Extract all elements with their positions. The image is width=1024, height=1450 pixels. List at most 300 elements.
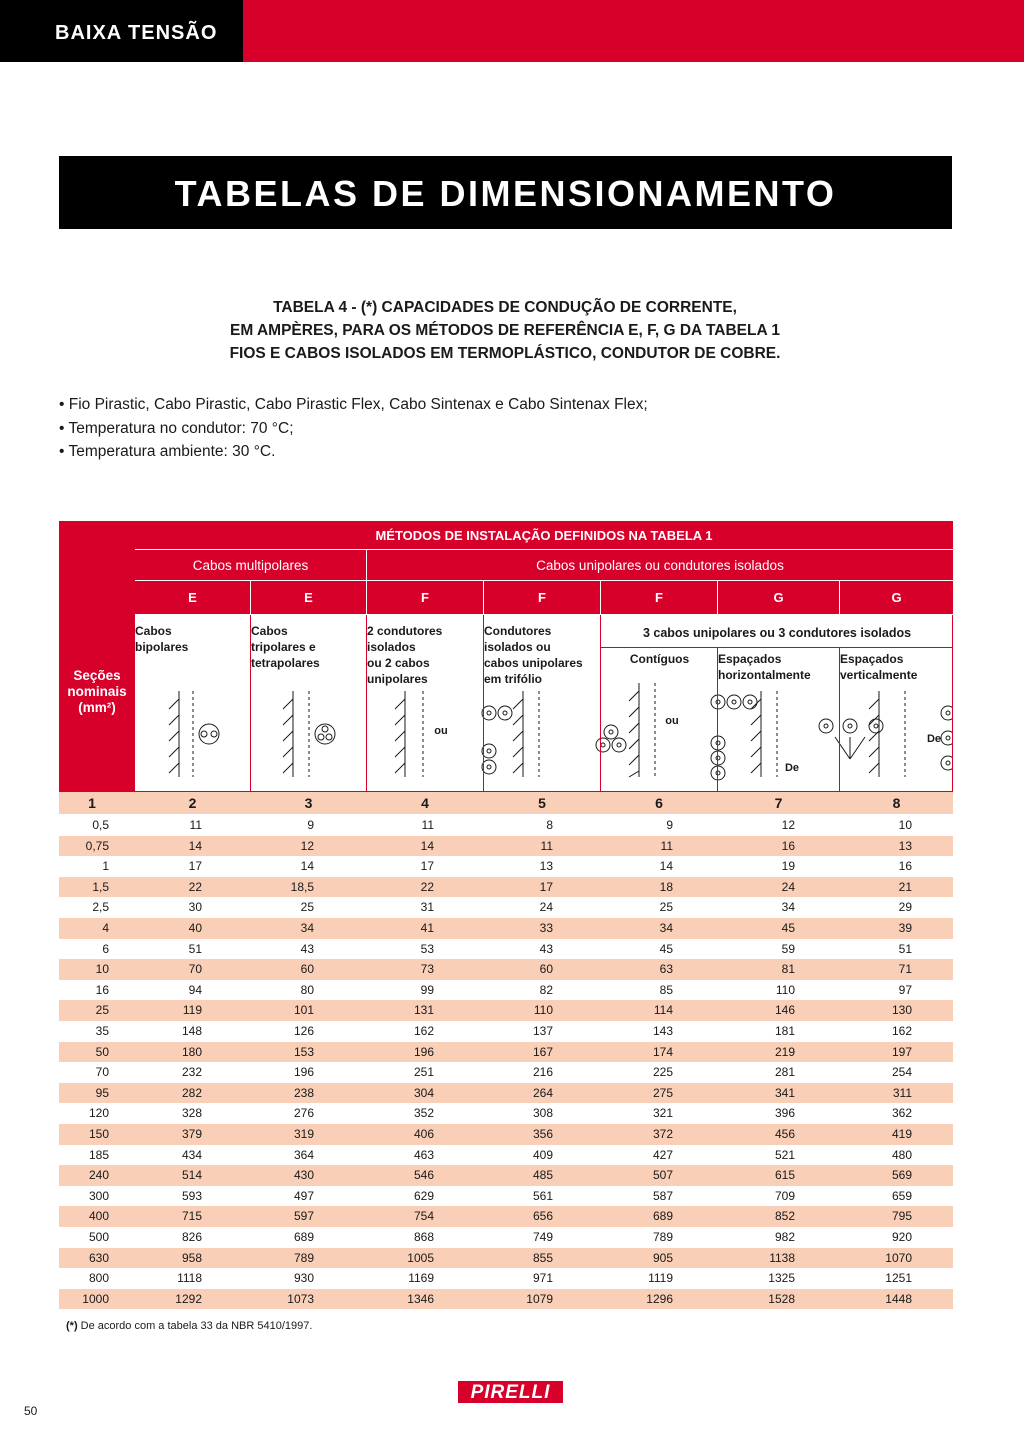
capacity-cell: 364 <box>293 1147 314 1162</box>
capacity-cell: 311 <box>892 1085 912 1100</box>
capacity-cell: 328 <box>181 1106 202 1121</box>
grid-line <box>952 615 953 792</box>
capacity-cell: 17 <box>539 879 553 894</box>
capacity-cell: 319 <box>293 1127 314 1141</box>
capacity-cell: 25 <box>300 900 314 915</box>
section-cell: 300 <box>88 1188 109 1203</box>
bullet-item: • Temperatura ambiente: 30 °C. <box>59 443 276 460</box>
capacity-cell: 110 <box>533 1003 553 1018</box>
capacity-cell: 119 <box>182 1003 202 1018</box>
footnote-mark: (*) <box>66 1320 78 1332</box>
capacity-cell: 659 <box>891 1188 912 1203</box>
capacity-cell: 146 <box>774 1003 795 1018</box>
capacity-cell: 17 <box>420 859 434 874</box>
section-cell: 35 <box>95 1024 109 1038</box>
wall-hatch-icon <box>395 691 423 777</box>
capacity-cell: 1070 <box>885 1250 912 1265</box>
bullet-list <box>59 393 648 464</box>
capacity-cell: 409 <box>532 1147 553 1162</box>
capacity-cell: 16 <box>781 838 795 853</box>
capacity-cell: 276 <box>293 1106 314 1121</box>
desc-line: Cabos <box>251 624 288 638</box>
grid-line <box>717 647 718 792</box>
tripolar-cable-icon <box>315 724 335 744</box>
ou-label: ou <box>665 715 679 727</box>
capacity-cell: 656 <box>532 1209 553 1224</box>
desc-line: Espaçados <box>840 652 904 666</box>
de-label: De <box>926 733 942 745</box>
capacity-cell: 254 <box>891 1065 912 1080</box>
method-letter: F <box>484 581 600 614</box>
section-header <box>59 521 135 792</box>
capacity-cell: 480 <box>891 1147 912 1162</box>
column-number: 5 <box>538 795 546 811</box>
section-cell: 70 <box>95 1065 109 1080</box>
section-cell: 2,5 <box>92 900 109 915</box>
capacity-cell: 497 <box>293 1188 314 1203</box>
capacity-cell: 868 <box>413 1230 434 1244</box>
table-row <box>59 959 953 980</box>
capacity-cell: 14 <box>188 838 202 853</box>
capacity-cell: 63 <box>659 962 673 977</box>
bullet-item: • Fio Pirastic, Cabo Pirastic, Cabo Pirastic Flex, Cabo Sintenax e Cabo Sintenax Flex; <box>59 396 648 413</box>
table-row <box>59 939 953 960</box>
capacity-cell: 82 <box>539 982 553 997</box>
table-row <box>59 1124 953 1145</box>
capacity-cell: 569 <box>891 1168 912 1183</box>
table-row <box>59 856 953 877</box>
desc-line: Condutores <box>484 624 552 638</box>
method-letter: G <box>718 581 839 614</box>
capacity-cell: 789 <box>652 1230 673 1244</box>
capacity-cell: 308 <box>532 1106 553 1121</box>
desc-horizontal <box>718 649 840 683</box>
capacity-cell: 587 <box>652 1188 673 1203</box>
capacity-cell: 546 <box>413 1168 434 1183</box>
table-row <box>59 980 953 1001</box>
table-row <box>59 836 953 857</box>
capacity-cell: 148 <box>181 1024 202 1038</box>
capacity-table <box>59 521 953 1310</box>
table-title-line: FIOS E CABOS ISOLADOS EM TERMOPLÁSTICO, CONDUTOR DE COBRE. <box>229 345 781 362</box>
column-number: 1 <box>88 795 96 811</box>
section-cell: 150 <box>88 1127 109 1141</box>
capacity-cell: 94 <box>188 982 202 997</box>
capacity-cell: 1325 <box>768 1271 795 1286</box>
wall-hatch-icon <box>869 691 905 777</box>
table-row <box>59 1021 953 1042</box>
capacity-cell: 11 <box>421 818 434 832</box>
desc-line: unipolares <box>367 672 428 686</box>
capacity-cell: 958 <box>181 1250 202 1265</box>
desc-line: horizontalmente <box>718 668 811 682</box>
capacity-cell: 1251 <box>885 1271 912 1286</box>
de-label: De <box>784 762 800 774</box>
grid-line <box>250 615 251 792</box>
capacity-cell: 197 <box>891 1044 912 1059</box>
grid-line <box>600 647 953 648</box>
capacity-cell: 18 <box>659 879 673 894</box>
capacity-cell: 920 <box>891 1230 912 1244</box>
capacity-cell: 219 <box>774 1044 795 1059</box>
capacity-cell: 34 <box>781 900 795 915</box>
capacity-cell: 13 <box>898 838 912 853</box>
capacity-cell: 321 <box>652 1106 673 1121</box>
section-cell: 1000 <box>82 1291 109 1306</box>
bipolar-cable-icon <box>199 724 219 744</box>
capacity-cell: 1138 <box>769 1250 795 1265</box>
capacity-cell: 43 <box>539 941 553 956</box>
capacity-cell: 13 <box>539 859 553 874</box>
capacity-cell: 715 <box>181 1209 202 1224</box>
capacity-cell: 53 <box>420 941 434 956</box>
method-letter: G <box>840 581 953 614</box>
table-row <box>59 877 953 898</box>
desc-line: Cabos <box>135 624 172 638</box>
column-number: 7 <box>774 795 783 811</box>
column-number: 8 <box>892 795 901 811</box>
capacity-cell: 1448 <box>885 1291 912 1306</box>
capacity-cell: 196 <box>413 1044 434 1059</box>
capacity-cell: 593 <box>181 1188 202 1203</box>
section-cell: 185 <box>88 1147 109 1162</box>
capacity-cell: 427 <box>652 1147 673 1162</box>
method-letter: F <box>601 581 717 614</box>
section-cell: 16 <box>95 982 109 997</box>
desc-contiguos: Contíguos <box>629 652 690 666</box>
capacity-cell: 1169 <box>408 1271 434 1286</box>
section-cell: 95 <box>95 1085 109 1100</box>
capacity-cell: 45 <box>781 921 795 935</box>
table-title-line: EM AMPÈRES, PARA OS MÉTODOS DE REFERÊNCIA E, F, G DA TABELA 1 <box>229 322 780 339</box>
capacity-cell: 45 <box>659 941 673 956</box>
top-bar <box>0 0 1024 62</box>
capacity-cell: 855 <box>532 1250 553 1265</box>
desc-2-condutores <box>367 621 484 687</box>
grid-line <box>483 615 484 792</box>
capacity-cell: 81 <box>781 962 795 977</box>
desc-line: tripolares e <box>251 640 316 654</box>
capacity-cell: 232 <box>181 1065 202 1080</box>
desc-line: cabos unipolares <box>484 656 583 670</box>
desc-line: isolados <box>367 640 416 654</box>
capacity-cell: 126 <box>293 1024 314 1038</box>
capacity-cell: 463 <box>413 1147 434 1162</box>
capacity-cell: 11 <box>540 838 553 853</box>
section-cell: 0,5 <box>92 818 109 832</box>
table-row <box>59 1042 953 1063</box>
desc-3-cabos: 3 cabos unipolares ou 3 condutores isolados <box>642 626 912 640</box>
section-cell: 800 <box>88 1271 109 1286</box>
section-cell: 6 <box>102 941 109 956</box>
capacity-cell: 14 <box>300 859 314 874</box>
table-row <box>59 1186 953 1207</box>
capacity-cell: 275 <box>652 1085 673 1100</box>
capacity-cell: 137 <box>532 1024 553 1038</box>
capacity-cell: 167 <box>532 1044 553 1059</box>
capacity-cell: 11 <box>189 818 202 832</box>
capacity-cell: 33 <box>539 921 553 935</box>
capacity-cell: 51 <box>898 941 912 956</box>
capacity-cell: 356 <box>532 1127 553 1141</box>
capacity-cell: 19 <box>781 859 795 874</box>
capacity-cell: 101 <box>293 1003 314 1018</box>
capacity-cell: 1073 <box>287 1291 314 1306</box>
section-cell: 1 <box>102 859 109 874</box>
column-number: 4 <box>421 795 429 811</box>
capacity-cell: 251 <box>413 1065 434 1080</box>
table-row <box>59 897 953 918</box>
wall-hatch-icon <box>169 691 193 777</box>
table-row <box>59 1103 953 1124</box>
capacity-cell: 689 <box>293 1230 314 1244</box>
capacity-cell: 85 <box>659 982 673 997</box>
section-cell: 25 <box>95 1003 109 1018</box>
capacity-cell: 80 <box>300 982 314 997</box>
capacity-cell: 507 <box>652 1168 673 1183</box>
column-number: 3 <box>304 795 313 811</box>
capacity-cell: 43 <box>300 941 314 956</box>
capacity-cell: 18,5 <box>290 879 314 894</box>
capacity-cell: 73 <box>420 962 434 977</box>
section-label: BAIXA TENSÃO <box>0 0 243 62</box>
section-header-line: Seções <box>73 667 121 683</box>
capacity-cell: 282 <box>181 1085 202 1100</box>
method-letter: E <box>135 581 250 614</box>
capacity-cell: 22 <box>420 879 434 894</box>
capacity-cell: 181 <box>774 1024 795 1038</box>
capacity-cell: 372 <box>652 1127 673 1141</box>
capacity-cell: 419 <box>891 1127 912 1141</box>
capacity-cell: 629 <box>413 1188 434 1203</box>
capacity-cell: 41 <box>420 921 434 935</box>
section-cell: 10 <box>95 962 109 977</box>
capacity-cell: 40 <box>188 921 202 935</box>
capacity-cell: 130 <box>891 1003 912 1018</box>
desc-vertical <box>840 649 953 683</box>
capacity-cell: 485 <box>532 1168 553 1183</box>
desc-line: tetrapolares <box>251 656 320 670</box>
capacity-cell: 434 <box>181 1147 202 1162</box>
wall-hatch-icon <box>629 683 655 777</box>
desc-line: verticalmente <box>840 668 918 682</box>
group-unipolar: Cabos unipolares ou condutores isolados <box>367 550 953 580</box>
section-cell: 50 <box>95 1044 109 1059</box>
capacity-cell: 143 <box>652 1024 673 1038</box>
capacity-cell: 795 <box>891 1209 912 1224</box>
desc-line: 2 condutores <box>367 624 443 638</box>
capacity-cell: 238 <box>293 1085 314 1100</box>
capacity-cell: 51 <box>188 941 202 956</box>
capacity-cell: 30 <box>188 900 202 915</box>
pirelli-logo: PIRELLI <box>458 1381 563 1403</box>
desc-line: isolados ou <box>484 640 551 654</box>
capacity-cell: 16 <box>898 859 912 874</box>
capacity-cell: 24 <box>781 879 795 894</box>
wall-hatch-icon <box>751 691 777 777</box>
methods-header: MÉTODOS DE INSTALAÇÃO DEFINIDOS NA TABELA 1 <box>135 521 953 549</box>
capacity-cell: 597 <box>293 1209 314 1224</box>
capacity-cell: 174 <box>652 1044 673 1059</box>
capacity-cell: 852 <box>774 1209 795 1224</box>
capacity-cell: 39 <box>898 921 912 935</box>
capacity-cell: 826 <box>181 1230 202 1244</box>
column-number: 6 <box>655 795 663 811</box>
capacity-cell: 689 <box>652 1209 673 1224</box>
capacity-cell: 1292 <box>175 1291 202 1306</box>
section-cell: 400 <box>88 1209 109 1224</box>
capacity-cell: 304 <box>413 1085 434 1100</box>
capacity-cell: 162 <box>413 1024 434 1038</box>
capacity-cell: 1119 <box>648 1271 673 1286</box>
capacity-cell: 180 <box>181 1044 202 1059</box>
capacity-cell: 406 <box>413 1127 434 1141</box>
capacity-cell: 1346 <box>407 1291 434 1306</box>
section-header-line: nominais <box>67 683 127 699</box>
capacity-cell: 10 <box>898 818 912 832</box>
table-row <box>59 1206 953 1227</box>
capacity-cell: 97 <box>898 982 912 997</box>
capacity-cell: 34 <box>659 921 673 935</box>
table-row <box>59 1083 953 1104</box>
page-number: 50 <box>24 1404 38 1418</box>
capacity-cell: 971 <box>532 1271 553 1286</box>
capacity-cell: 131 <box>413 1003 434 1018</box>
capacity-cell: 9 <box>307 818 314 832</box>
group-multipolar: Cabos multipolares <box>135 550 366 580</box>
capacity-cell: 930 <box>293 1271 314 1286</box>
section-header-line: (mm²) <box>78 699 116 715</box>
capacity-cell: 1079 <box>526 1291 553 1306</box>
capacity-cell: 8 <box>546 818 553 832</box>
capacity-cell: 749 <box>532 1230 553 1244</box>
capacity-cell: 25 <box>659 900 673 915</box>
grid-line <box>600 615 601 792</box>
table-row <box>59 1248 953 1269</box>
capacity-cell: 341 <box>774 1085 795 1100</box>
ou-label: ou <box>434 725 448 737</box>
capacity-cell: 281 <box>774 1065 795 1080</box>
grid-line <box>839 647 840 792</box>
table-row <box>59 918 953 939</box>
capacity-cell: 561 <box>532 1188 553 1203</box>
capacity-cell: 982 <box>774 1230 795 1244</box>
capacity-cell: 114 <box>653 1003 673 1018</box>
desc-line: Espaçados <box>718 652 782 666</box>
conductor-pair-icon <box>482 706 512 774</box>
capacity-cell: 24 <box>539 900 553 915</box>
section-cell: 0,75 <box>85 838 109 853</box>
capacity-cell: 110 <box>775 982 795 997</box>
capacity-cell: 11 <box>660 838 673 853</box>
capacity-cell: 396 <box>774 1106 795 1121</box>
capacity-cell: 362 <box>891 1106 912 1121</box>
capacity-cell: 789 <box>293 1250 314 1265</box>
capacity-cell: 17 <box>188 859 202 874</box>
capacity-cell: 196 <box>293 1065 314 1080</box>
capacity-cell: 521 <box>774 1147 795 1162</box>
capacity-cell: 60 <box>539 962 553 977</box>
capacity-cell: 1296 <box>646 1291 673 1306</box>
section-cell: 120 <box>88 1106 109 1121</box>
capacity-cell: 29 <box>898 900 912 915</box>
capacity-cell: 12 <box>300 838 314 853</box>
desc-line: em trifólio <box>484 672 543 686</box>
capacity-cell: 59 <box>781 941 795 956</box>
capacity-cell: 34 <box>300 921 314 935</box>
capacity-cell: 709 <box>774 1188 795 1203</box>
desc-line: ou 2 cabos <box>367 656 430 670</box>
capacity-cell: 14 <box>659 859 673 874</box>
method-letter: E <box>251 581 366 614</box>
capacity-cell: 264 <box>532 1085 553 1100</box>
bullet-item: • Temperatura no condutor: 70 °C; <box>59 419 294 437</box>
capacity-cell: 21 <box>898 879 912 894</box>
capacity-cell: 99 <box>420 982 434 997</box>
capacity-cell: 70 <box>188 962 202 977</box>
installation-diagrams <box>135 681 953 789</box>
capacity-cell: 1005 <box>407 1250 434 1265</box>
capacity-cell: 456 <box>774 1127 795 1141</box>
capacity-cell: 60 <box>300 962 314 977</box>
column-number: 2 <box>188 795 197 811</box>
desc-trifolio <box>484 621 601 687</box>
capacity-cell: 1528 <box>768 1291 795 1306</box>
table-row <box>59 1289 953 1310</box>
grid-line <box>366 615 367 792</box>
page-title: TABELAS DE DIMENSIONAMENTO <box>59 156 952 229</box>
capacity-cell: 71 <box>898 962 912 977</box>
table-row <box>59 1062 953 1083</box>
section-cell: 1,5 <box>92 879 109 894</box>
section-cell: 500 <box>88 1230 109 1244</box>
capacity-cell: 162 <box>891 1024 912 1038</box>
table-row <box>59 1145 953 1166</box>
footnote <box>66 1320 312 1332</box>
table-row <box>59 1000 953 1021</box>
capacity-cell: 352 <box>413 1106 434 1121</box>
section-cell: 630 <box>88 1250 109 1265</box>
capacity-cell: 615 <box>774 1168 795 1183</box>
table-title <box>100 296 910 365</box>
wall-hatch-icon <box>283 691 309 777</box>
capacity-cell: 225 <box>652 1065 673 1080</box>
capacity-cell: 905 <box>652 1250 673 1265</box>
table-row <box>59 1165 953 1186</box>
capacity-cell: 12 <box>781 818 795 832</box>
section-cell: 4 <box>102 921 109 935</box>
table-row <box>59 1268 953 1289</box>
capacity-cell: 31 <box>420 900 434 915</box>
table-row <box>59 1227 953 1248</box>
capacity-cell: 430 <box>293 1168 314 1183</box>
footnote-text: De acordo com a tabela 33 da NBR 5410/1997. <box>77 1320 313 1332</box>
desc-tripolares <box>251 621 367 671</box>
wall-hatch-icon <box>513 691 539 777</box>
method-letter: F <box>367 581 483 614</box>
table-row <box>59 815 953 836</box>
capacity-cell: 14 <box>420 838 434 853</box>
table-title-line: TABELA 4 - (*) CAPACIDADES DE CONDUÇÃO DE CORRENTE, <box>273 299 737 316</box>
capacity-cell: 22 <box>188 879 202 894</box>
desc-line: bipolares <box>135 640 189 654</box>
section-cell: 240 <box>88 1168 109 1183</box>
desc-bipolares <box>135 621 251 655</box>
capacity-cell: 754 <box>413 1209 434 1224</box>
capacity-cell: 379 <box>181 1127 202 1141</box>
capacity-cell: 216 <box>532 1065 553 1080</box>
capacity-cell: 1118 <box>177 1271 202 1286</box>
